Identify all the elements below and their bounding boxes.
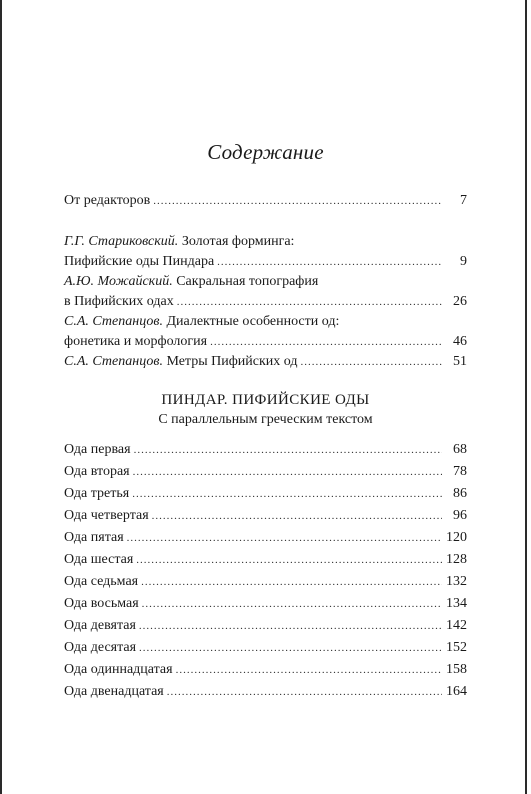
toc-entry-ode[interactable]: [64, 594, 467, 614]
dot-leader: [141, 572, 442, 592]
page-number: 26: [453, 294, 467, 309]
page-number: 152: [446, 640, 467, 655]
dot-leader: [153, 191, 442, 211]
toc-entry-ode[interactable]: [64, 660, 467, 680]
toc-entry-text: Ода седьмая: [64, 574, 139, 589]
dot-leader: [210, 332, 442, 352]
dot-leader: [133, 462, 442, 482]
dot-leader: [136, 550, 442, 570]
toc-entry-ode[interactable]: [64, 682, 467, 702]
page-number: 68: [453, 442, 467, 457]
toc-entry-text: Ода первая: [64, 442, 131, 457]
toc-entry-ode[interactable]: [64, 462, 467, 482]
page-number: 96: [453, 508, 467, 523]
page-title: Содержание: [207, 140, 324, 164]
dot-leader: [139, 638, 442, 658]
page-number: 120: [446, 530, 467, 545]
page-number: 158: [446, 662, 467, 677]
page-number: 132: [446, 574, 467, 589]
toc-author: С.А. Степанцов.: [64, 314, 163, 329]
toc-entry-text: Диалектные особенности од:: [166, 314, 340, 329]
page-number: 7: [460, 193, 467, 208]
page-number: 9: [460, 254, 467, 269]
toc-author: А.Ю. Можайский.: [64, 274, 173, 289]
dot-leader: [167, 682, 442, 702]
page-number: 134: [446, 596, 467, 611]
toc-entry-mozhaysky[interactable]: [64, 272, 467, 312]
toc-entry-ode[interactable]: [64, 528, 467, 548]
page-number: 78: [453, 464, 467, 479]
toc-entry-text: Ода одиннадцатая: [64, 662, 173, 677]
dot-leader: [132, 484, 442, 504]
toc-entry-text: Ода двенадцатая: [64, 684, 164, 699]
toc-entry-text: Ода пятая: [64, 530, 124, 545]
toc-entry-ode[interactable]: [64, 550, 467, 570]
toc-entry-stepantsov-dialect[interactable]: [64, 312, 467, 352]
toc-entry-text: От редакторов: [64, 193, 151, 208]
dot-leader: [217, 252, 442, 272]
page-number: 128: [446, 552, 467, 567]
toc-entry-ode[interactable]: [64, 440, 467, 460]
toc-entry-text: Ода третья: [64, 486, 130, 501]
toc-entry-text: Ода вторая: [64, 464, 130, 479]
toc-entry-text: Метры Пифийских од: [166, 354, 298, 369]
page-number: 51: [453, 354, 467, 369]
toc-entry-text: Пифийские оды Пиндара: [64, 254, 215, 269]
page-number: 164: [446, 684, 467, 699]
toc-entry-editors[interactable]: [64, 191, 467, 211]
toc-entry-ode[interactable]: [64, 572, 467, 592]
toc-entry-text: фонетика и морфология: [64, 334, 208, 349]
page-number: 46: [453, 334, 467, 349]
section-title: ПИНДАР. ПИФИЙСКИЕ ОДЫ: [161, 392, 370, 408]
dot-leader: [301, 352, 442, 372]
toc-entry-text: Ода десятая: [64, 640, 137, 655]
toc-entry-text: Ода шестая: [64, 552, 134, 567]
toc-entry-stepantsov-metres[interactable]: [64, 352, 467, 372]
page-number: 86: [453, 486, 467, 501]
toc-entry-text: в Пифийских одах: [64, 294, 174, 309]
toc-entry-ode[interactable]: [64, 638, 467, 658]
dot-leader: [177, 292, 442, 312]
toc-entry-ode[interactable]: [64, 506, 467, 526]
dot-leader: [134, 440, 442, 460]
toc-entry-ode[interactable]: [64, 616, 467, 636]
toc-entry-text: Ода восьмая: [64, 596, 139, 611]
toc-entry-ode[interactable]: [64, 484, 467, 504]
page-number: 142: [446, 618, 467, 633]
toc-entry-text: Золотая форминга:: [181, 234, 295, 249]
section-subtitle: С параллельным греческим текстом: [158, 412, 373, 427]
dot-leader: [139, 616, 442, 636]
dot-leader: [152, 506, 442, 526]
toc-author: С.А. Степанцов.: [64, 354, 163, 369]
toc-entry-text: Ода девятая: [64, 618, 136, 633]
dot-leader: [127, 528, 442, 548]
dot-leader: [176, 660, 442, 680]
toc-entry-starikovsky[interactable]: [64, 232, 467, 272]
toc-author: Г.Г. Стариковский.: [64, 234, 179, 249]
toc-entry-text: Сакральная топография: [176, 274, 319, 289]
toc-entry-text: Ода четвертая: [64, 508, 149, 523]
dot-leader: [142, 594, 442, 614]
